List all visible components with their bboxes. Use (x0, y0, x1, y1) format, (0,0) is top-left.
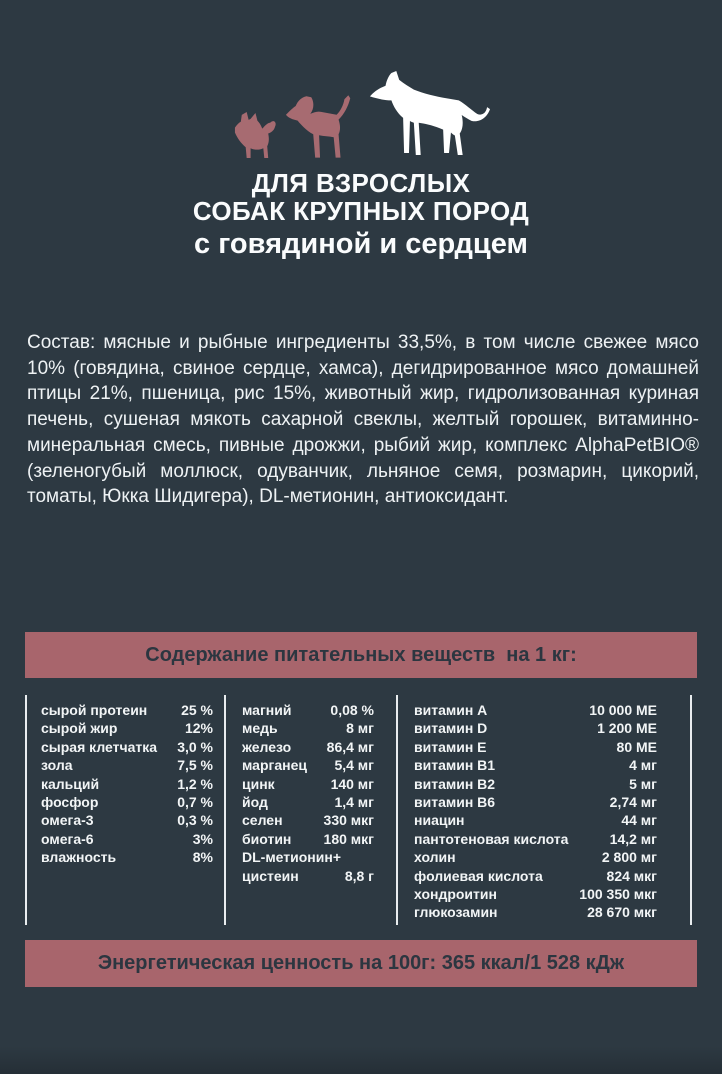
nutrient-value: 8 мг (346, 720, 374, 737)
nutrient-row (242, 701, 374, 719)
nutrient-row (414, 885, 657, 903)
nutrient-value: 140 мг (330, 775, 374, 792)
large-dog-icon (367, 70, 490, 158)
nutrient-row (41, 848, 213, 866)
nutrient-value: 25 % (181, 702, 213, 718)
nutrient-value: 5,4 мг (334, 757, 374, 774)
nutrients-column-minerals (226, 695, 398, 925)
nutrient-value: 10 000 МЕ (589, 702, 657, 718)
nutrient-label: зола (41, 757, 73, 774)
nutrients-column-vitamins (398, 695, 690, 925)
nutrient-label: медь (242, 720, 278, 737)
nutrient-row (414, 756, 657, 774)
nutrient-label: DL-метионин+ (242, 849, 341, 866)
nutrient-value: 3% (192, 830, 213, 847)
nutrient-label: ниацин (414, 812, 465, 829)
nutrient-row (41, 701, 213, 719)
nutrient-label: сырой протеин (41, 702, 148, 718)
nutrient-row (414, 903, 657, 921)
nutrient-label: витамин B1 (414, 757, 496, 774)
nutrient-label: сырая клетчатка (41, 738, 158, 755)
nutrients-column-macro (27, 695, 226, 925)
nutrient-label: витамин B6 (414, 794, 496, 811)
nutrient-row (414, 867, 657, 885)
medium-dog-icon (284, 93, 360, 158)
nutrient-row (414, 719, 657, 737)
nutrient-label: омега-3 (41, 812, 94, 829)
nutrient-value: 0,7 % (177, 794, 213, 811)
product-title (0, 169, 722, 225)
nutrient-row (242, 830, 374, 848)
nutrient-row (41, 738, 213, 756)
product-flavor: с говядиной и сердцем (194, 228, 528, 260)
nutrient-label: витамин B2 (414, 775, 496, 792)
nutrients-header-bar: Содержание питательных веществ на 1 кг: (25, 632, 697, 678)
nutrient-value: 824 мкг (606, 867, 657, 884)
nutrient-row (242, 848, 374, 866)
nutrient-label: пантотеновая кислота (414, 830, 569, 847)
nutrient-row (414, 811, 657, 829)
nutrient-label: марганец (242, 757, 307, 774)
nutrient-label: омега-6 (41, 830, 94, 847)
nutrient-label: биотин (242, 830, 292, 847)
nutrient-label: хондроитин (414, 886, 497, 903)
nutrient-label: фолиевая кислота (414, 867, 543, 884)
nutrient-label: цинк (242, 775, 275, 792)
nutrient-row (242, 793, 374, 811)
nutrient-value: 100 350 мкг (579, 886, 657, 903)
small-dog-icon (232, 111, 277, 158)
nutrient-value: 12% (184, 720, 213, 737)
nutrient-row (41, 811, 213, 829)
nutrient-row (414, 793, 657, 811)
nutrient-value: 180 мкг (323, 830, 374, 847)
nutrient-row (41, 756, 213, 774)
nutrient-row (414, 830, 657, 848)
nutrient-row (242, 756, 374, 774)
nutrient-row (242, 719, 374, 737)
nutrient-row (242, 738, 374, 756)
nutrient-label: железо (242, 738, 292, 755)
nutrient-label: влажность (41, 849, 117, 866)
nutrient-value: 14,2 мг (609, 830, 657, 847)
dog-size-illustration (0, 70, 722, 158)
nutrient-value: 0,3 % (177, 812, 213, 829)
nutrient-label: фосфор (41, 794, 99, 811)
nutrient-value: 80 МЕ (616, 738, 657, 755)
nutrient-label: витамин E (414, 738, 487, 755)
nutrient-value: 2 800 мг (601, 849, 657, 866)
nutrient-row (41, 830, 213, 848)
nutrient-row (242, 811, 374, 829)
nutrient-value: 44 мг (621, 812, 657, 829)
nutrient-value: 86,4 мг (326, 738, 374, 755)
nutrient-row (414, 775, 657, 793)
nutrient-row (242, 775, 374, 793)
nutrients-table (25, 695, 692, 925)
title-line-1: ДЛЯ ВЗРОСЛЫХ (251, 168, 471, 198)
title-line-2: СОБАК КРУПНЫХ ПОРОД (192, 196, 530, 226)
nutrient-value: 5 мг (629, 775, 657, 792)
energy-value-bar: Энергетическая ценность на 100г: 365 ккал/1 528 кДж (25, 940, 697, 987)
nutrient-row (414, 701, 657, 719)
nutrient-label: кальций (41, 775, 100, 792)
nutrient-label: йод (242, 794, 268, 811)
nutrient-label: селен (242, 812, 283, 829)
nutrient-row (414, 738, 657, 756)
nutrient-value: 4 мг (629, 757, 657, 774)
nutrient-row (41, 719, 213, 737)
nutrient-value: 330 мкг (323, 812, 374, 829)
nutrient-label: холин (414, 849, 456, 866)
nutrient-value: 1,4 мг (334, 794, 374, 811)
nutrient-row (41, 775, 213, 793)
bottom-vignette (0, 1046, 722, 1074)
nutrient-row (414, 848, 657, 866)
nutrient-row (242, 867, 374, 885)
nutrient-label: цистеин (242, 867, 299, 884)
nutrient-value: 2,74 мг (609, 794, 657, 811)
nutrient-value: 0,08 % (330, 702, 374, 718)
nutrient-value: 8% (192, 849, 213, 866)
composition-text: Состав: мясные и рыбные ингредиенты 33,5%, в том числе свежее мясо 10% (говядина, свиное сердце, хамса), дегидрированное мясо домашней птицы 21%, пшеница, рис 15%, животный жир, гидролизованная куриная печень, сушеная мякоть сахарной свеклы, желтый горошек, витаминно-минеральная смесь, пивные дрожжи, рыбий жир, комплекс AlphaPetBIO® (зеленогубый моллюск, одуванчик, льняное семя, розмарин, цикорий, томаты, Юкка Шидигера), DL-метионин, антиоксидант. (27, 332, 699, 508)
nutrient-value: 28 670 мкг (587, 904, 657, 921)
nutrient-row (41, 793, 213, 811)
nutrient-label: витамин D (414, 720, 488, 737)
nutrient-value: 7,5 % (177, 757, 213, 774)
nutrient-label: витамин A (414, 702, 488, 718)
nutrient-value: 1 200 МЕ (597, 720, 657, 737)
nutrient-label: глюкозамин (414, 904, 498, 921)
nutrient-value: 1,2 % (177, 775, 213, 792)
nutrient-label: сырой жир (41, 720, 118, 737)
nutrient-value: 3,0 % (177, 738, 213, 755)
nutrient-label: магний (242, 702, 292, 718)
nutrient-value: 8,8 г (344, 867, 374, 884)
